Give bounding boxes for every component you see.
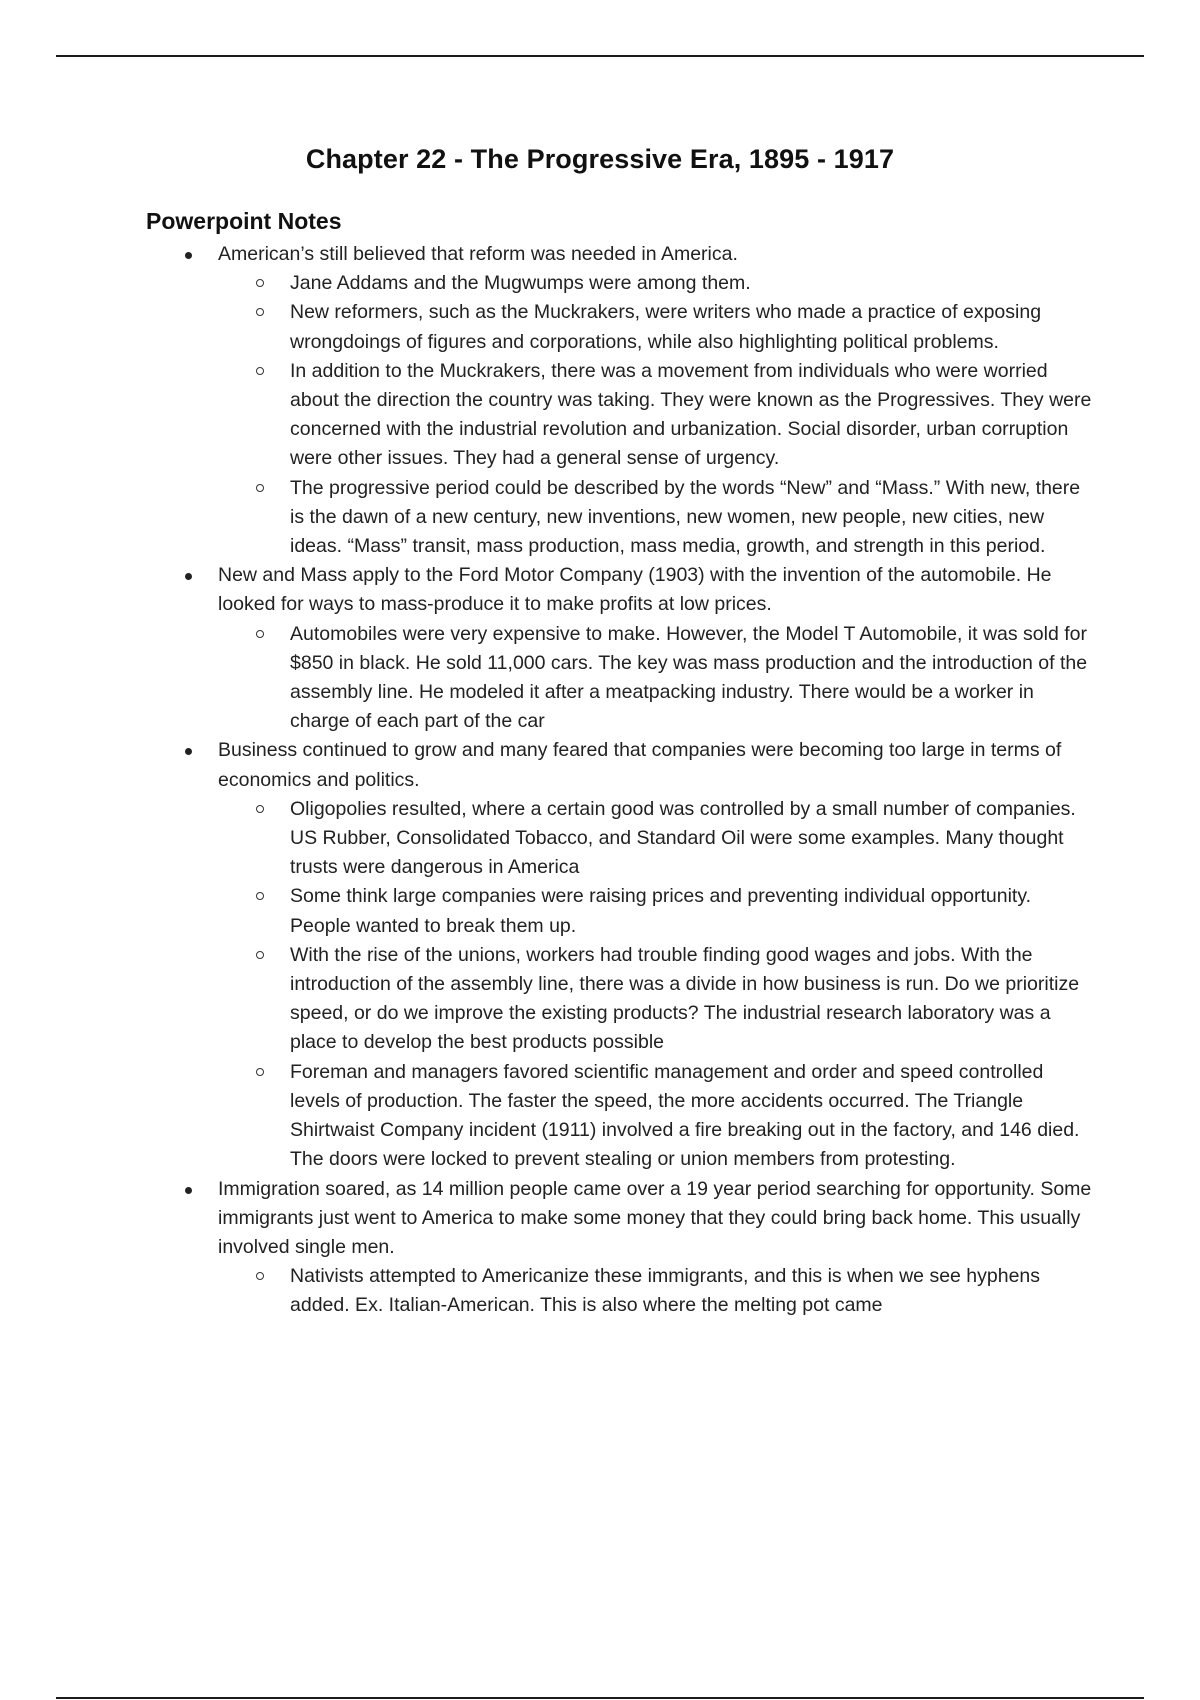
bottom-divider bbox=[56, 1697, 1144, 1699]
list-item-text: Immigration soared, as 14 million people came over a 19 year period searching for opportunity. Some immigrants just went to America to make some money that they could bring back home. This usually involved single men. bbox=[218, 1177, 1092, 1258]
page-title: Chapter 22 - The Progressive Era, 1895 - 1917 bbox=[305, 144, 895, 174]
sub-list-item-text: In addition to the Muckrakers, there was a movement from individuals who were worried about the direction the country was taking. They were known as the Progressives. They were concerned with the industrial revolution and urbanization. Social disorder, urban corruption were other issues. They had a general sense of urgency. bbox=[290, 359, 1092, 470]
hollow-bullet-icon bbox=[256, 892, 264, 900]
sub-list bbox=[218, 620, 1096, 737]
list-item bbox=[146, 1175, 1096, 1321]
hollow-bullet-icon bbox=[256, 279, 264, 287]
list-item-text: New and Mass apply to the Ford Motor Company (1903) with the invention of the automobile. He looked for ways to mass-produce it to make profits at low prices. bbox=[218, 564, 1052, 616]
hollow-bullet-icon bbox=[256, 1272, 264, 1280]
sub-list-item-text: Some think large companies were raising prices and preventing individual opportunity. People wanted to break them up. bbox=[290, 885, 1032, 937]
bullet-icon bbox=[185, 748, 192, 755]
sub-list-item-text: New reformers, such as the Muckrakers, were writers who made a practice of exposing wrongdoings of figures and corporations, while also highlighting political problems. bbox=[290, 301, 1042, 353]
sub-list-item bbox=[218, 1262, 1096, 1320]
hollow-bullet-icon bbox=[256, 951, 264, 959]
sub-list-item bbox=[218, 298, 1096, 356]
sub-list-item-text: Jane Addams and the Mugwumps were among them. bbox=[290, 272, 751, 295]
sub-list-item bbox=[218, 474, 1096, 562]
notes-list bbox=[146, 240, 1096, 1321]
sub-list-item-text: Oligopolies resulted, where a certain good was controlled by a small number of companies. US Rubber, Consolidated Tobacco, and Standard Oil were some examples. Many thought trusts were dangerous in America bbox=[290, 797, 1076, 879]
hollow-bullet-icon bbox=[256, 805, 264, 813]
list-item-text: American’s still believed that reform was needed in America. bbox=[218, 243, 738, 265]
sub-list-item bbox=[218, 1058, 1096, 1175]
bullet-icon bbox=[185, 252, 192, 259]
notes-body bbox=[146, 206, 1096, 1321]
hollow-bullet-icon bbox=[256, 630, 264, 638]
sub-list-item-text: The progressive period could be described by the words “New” and “Mass.” With new, there is the dawn of a new century, new inventions, new women, new people, new cities, new ideas. “Mass” transit, mass production, mass media, growth, and strength in this period. bbox=[290, 476, 1081, 558]
hollow-bullet-icon bbox=[256, 1068, 264, 1076]
section-heading: Powerpoint Notes bbox=[146, 208, 342, 234]
hollow-bullet-icon bbox=[256, 308, 264, 316]
top-divider bbox=[56, 55, 1144, 57]
list-item bbox=[146, 736, 1096, 1174]
sub-list bbox=[218, 1262, 1096, 1320]
sub-list-item-text: With the rise of the unions, workers had trouble finding good wages and jobs. With the introduction of the assembly line, there was a divide in how business is run. Do we prioritize speed, or do we improve the existing products? The industrial research laboratory was a place to develop the best products possible bbox=[290, 943, 1080, 1054]
hollow-bullet-icon bbox=[256, 367, 264, 375]
list-item-text: Business continued to grow and many feared that companies were becoming too large in terms of economics and politics. bbox=[218, 739, 1062, 791]
bullet-icon bbox=[185, 573, 192, 580]
sub-list-item bbox=[218, 620, 1096, 737]
sub-list-item-text: Nativists attempted to Americanize these immigrants, and this is when we see hyphens added. Ex. Italian-American. This is also where the melting pot came bbox=[290, 1265, 1041, 1317]
hollow-bullet-icon bbox=[256, 484, 264, 492]
sub-list-item-text: Foreman and managers favored scientific management and order and speed controlled levels of production. The faster the speed, the more accidents occurred. The Triangle Shirtwaist Company incident (1911) involved a fire breaking out in the factory, and 146 died. The doors were locked to prevent stealing or union members from protesting. bbox=[290, 1060, 1080, 1171]
sub-list bbox=[218, 269, 1096, 561]
sub-list-item bbox=[218, 795, 1096, 883]
sub-list-item bbox=[218, 357, 1096, 474]
sub-list-item bbox=[218, 269, 1096, 298]
sub-list-item bbox=[218, 941, 1096, 1058]
sub-list-item-text: Automobiles were very expensive to make. However, the Model T Automobile, it was sold for $850 in black. He sold 11,000 cars. The key was mass production and the introduction of the assembly line. He modeled it after a meatpacking industry. There would be a worker in charge of each part of the car bbox=[290, 622, 1088, 733]
list-item bbox=[146, 240, 1096, 561]
sub-list bbox=[218, 795, 1096, 1175]
bullet-icon bbox=[185, 1187, 192, 1194]
sub-list-item bbox=[218, 882, 1096, 940]
list-item bbox=[146, 561, 1096, 736]
